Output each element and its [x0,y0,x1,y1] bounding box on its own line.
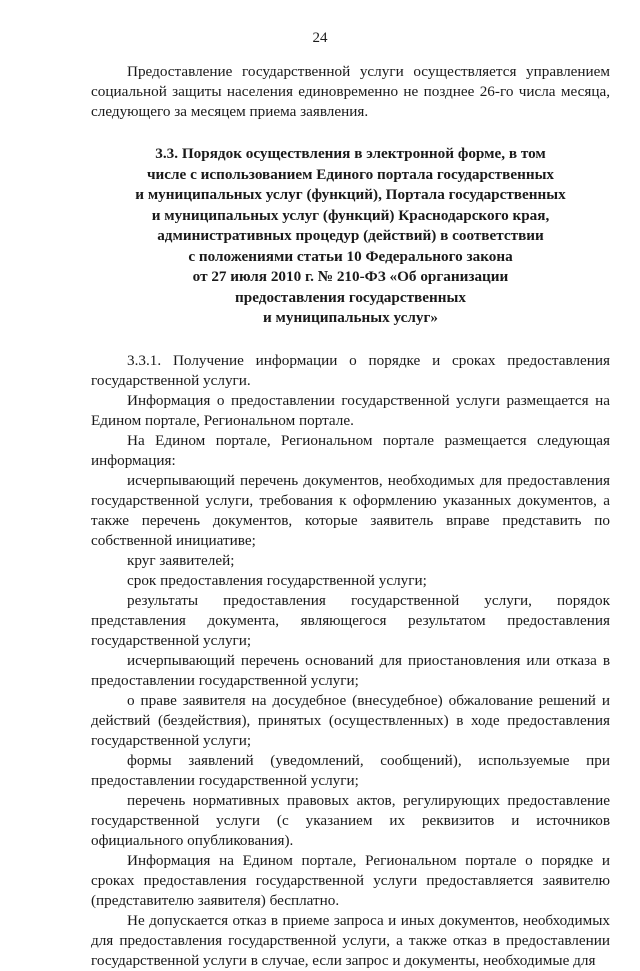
paragraph: Информация о предоставлении государственной услуги размещается на Едином портале, Региональном портале. [91,391,610,429]
heading-line: от 27 июля 2010 г. № 210-ФЗ «Об организации [192,268,509,285]
page-content [91,62,610,971]
heading-line: и муниципальных услуг» [263,309,438,326]
list-item-paragraph: результаты предоставления государственной услуги, порядок представления документа, являющегося результатом предоставления государственной услуги; [91,591,610,649]
paragraph: Информация на Едином портале, Региональном портале о порядке и сроках предоставления государственной услуги предоставляется заявителю (представителю заявителя) бесплатно. [91,851,610,909]
intro-paragraph: Предоставление государственной услуги осуществляется управлением социальной защиты населения единовременно не позднее 26-го числа месяца, следующего за месяцем приема заявления. [91,63,610,120]
list-item-paragraph: срок предоставления государственной услуги; [127,571,427,589]
list-item-paragraph: исчерпывающий перечень документов, необходимых для предоставления государственной услуги, требования к оформлению указанных документов, а также перечень документов, которые заявитель вправе представить по собственной инициативе; [91,471,610,549]
heading-line: с положениями статьи 10 Федерального закона [188,247,513,265]
heading-line: административных процедур (действий) в соответствии [157,227,544,244]
list-item-paragraph: формы заявлений (уведомлений, сообщений), используемые при предоставлении государственной услуги; [91,751,610,789]
heading-line: предоставления государственных [235,288,466,306]
paragraph-3-3-1: 3.3.1. Получение информации о порядке и сроках предоставления государственной услуги. [91,351,610,389]
list-item-paragraph: перечень нормативных правовых актов, регулирующих предоставление государственной услуги (с указанием их реквизитов и источников официального опубликования). [91,791,610,849]
heading-line: и муниципальных услуг (функций) Краснодарского края, [151,206,550,224]
paragraph: Не допускается отказ в приеме запроса и иных документов, необходимых для предоставления государственной услуги, а также отказ в предоставлении государственной услуги в случае, если запрос и документы, необходимые для [91,911,610,969]
paragraph: На Едином портале, Региональном портале размещается следующая информация: [91,431,610,469]
heading-line: числе с использованием Единого портала государственных [146,165,555,183]
section-heading [91,144,610,329]
heading-line: 3.3. Порядок осуществления в электронной форме, в том [155,145,546,162]
page-number: 24 [312,30,328,46]
list-item-paragraph: исчерпывающий перечень оснований для приостановления или отказа в предоставлении государственной услуги; [91,651,610,689]
list-item-paragraph: круг заявителей; [127,551,235,569]
list-item-paragraph: о праве заявителя на досудебное (внесудебное) обжалование решений и действий (бездействия), принятых (осуществленных) в ходе предоставления государственной услуги; [91,691,610,749]
heading-line: и муниципальных услуг (функций), Портала государственных [135,186,566,203]
